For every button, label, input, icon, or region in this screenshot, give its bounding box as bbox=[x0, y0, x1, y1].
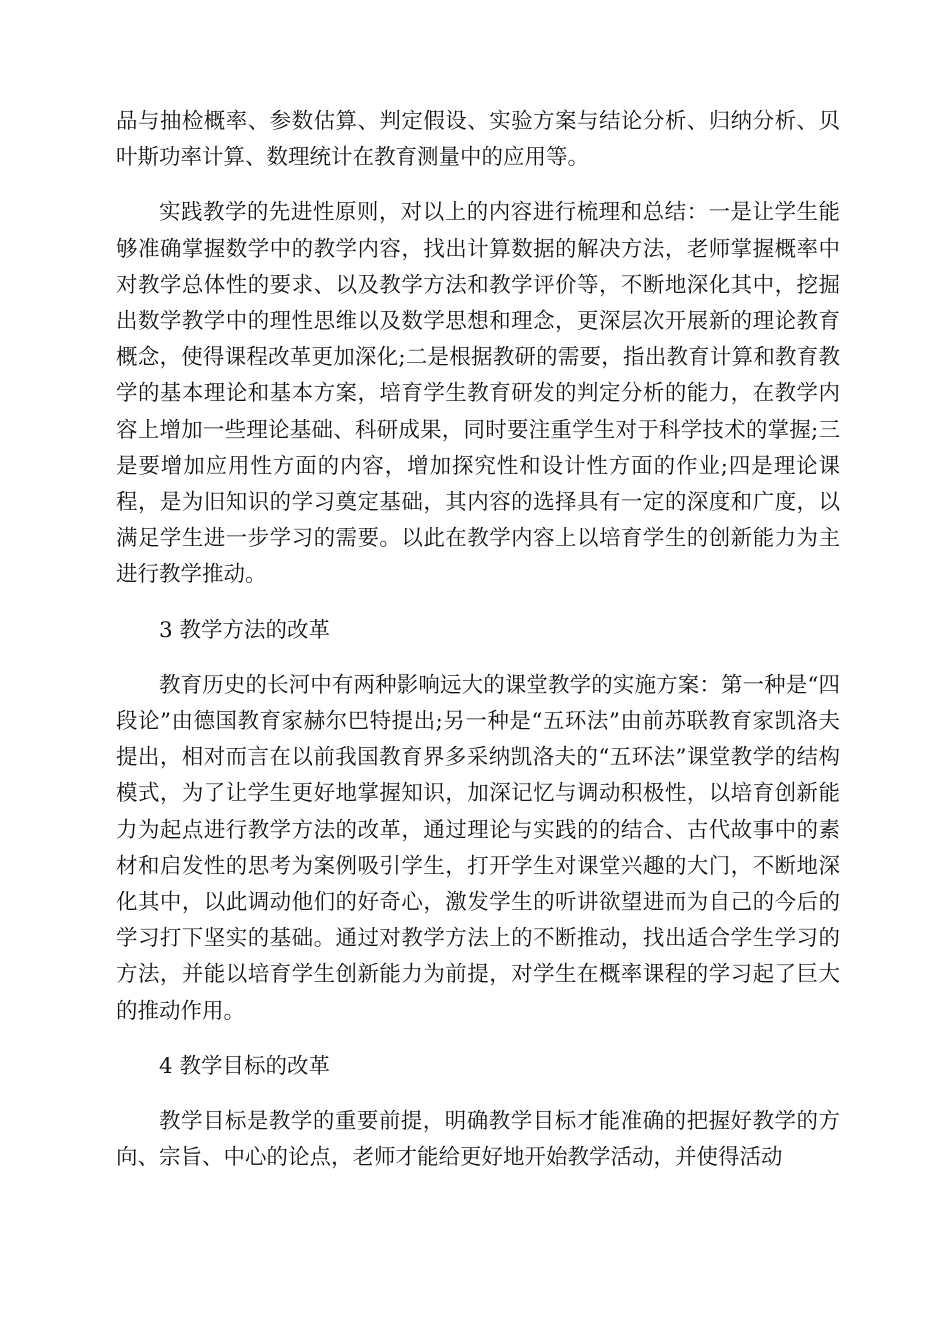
section-heading-teaching-methods: 3 教学方法的改革 bbox=[159, 617, 331, 643]
paragraph-teaching-methods: 教育历史的长河中有两种影响远大的课堂教学的实施方案：第一种是“四段论”由德国教育家赫尔巴特提出;另一种是“五环法”由前苏联教育家凯洛夫提出，相对而言在以前我国教育界多采纳凯洛夫的“五环法”课堂教学的结构模式，为了让学生更好地掌握知识，加深记忆与调动积极性，以培育创新能力为起点进行教学方法的改革，通过理论与实践的的结合、古代故事中的素材和启发性的思考为案例吸引学生，打开学生对课堂兴趣的大门，不断地深化其中，以此调动他们的好奇心，激发学生的听讲欲望进而为自己的今后的学习打下坚实的基础。通过对教学方法上的不断推动，找出适合学生学习的方法，并能以培育学生创新能力为前提，对学生在概率课程的学习起了巨大的推动作用。 bbox=[116, 672, 840, 1024]
document-page bbox=[116, 104, 840, 1195]
paragraph-teaching-goals: 教学目标是教学的重要前提，明确教学目标才能准确的把握好教学的方向、宗旨、中心的论点，老师才能给更好地开始教学活动，并使得活动 bbox=[116, 1109, 840, 1171]
paragraph-continuation: 品与抽检概率、参数估算、判定假设、实验方案与结论分析、归纳分析、贝叶斯功率计算、数理统计在教育测量中的应用等。 bbox=[116, 109, 840, 171]
paragraph-teaching-content-principles: 实践教学的先进性原则，对以上的内容进行梳理和总结：一是让学生能够准确掌握数学中的教学内容，找出计算数据的解决方法，老师掌握概率中对教学总体性的要求、以及教学方法和教学评价等，不断地深化其中，挖掘出数学教学中的理性思维以及数学思想和理念，更深层次开展新的理论教育概念，使得课程改革更加深化;二是根据教研的需要，指出教育计算和教育教学的基本理论和基本方案，培育学生教育研发的判定分析的能力，在教学内容上增加一些理论基础、科研成果，同时要注重学生对于科学技术的掌握;三是要增加应用性方面的内容，增加探究性和设计性方面的作业;四是理论课程，是为旧知识的学习奠定基础，其内容的选择具有一定的深度和广度，以满足学生进一步学习的需要。以此在教学内容上以培育学生的创新能力为主进行教学推动。 bbox=[116, 200, 840, 588]
section-heading-teaching-goals: 4 教学目标的改革 bbox=[159, 1053, 331, 1079]
